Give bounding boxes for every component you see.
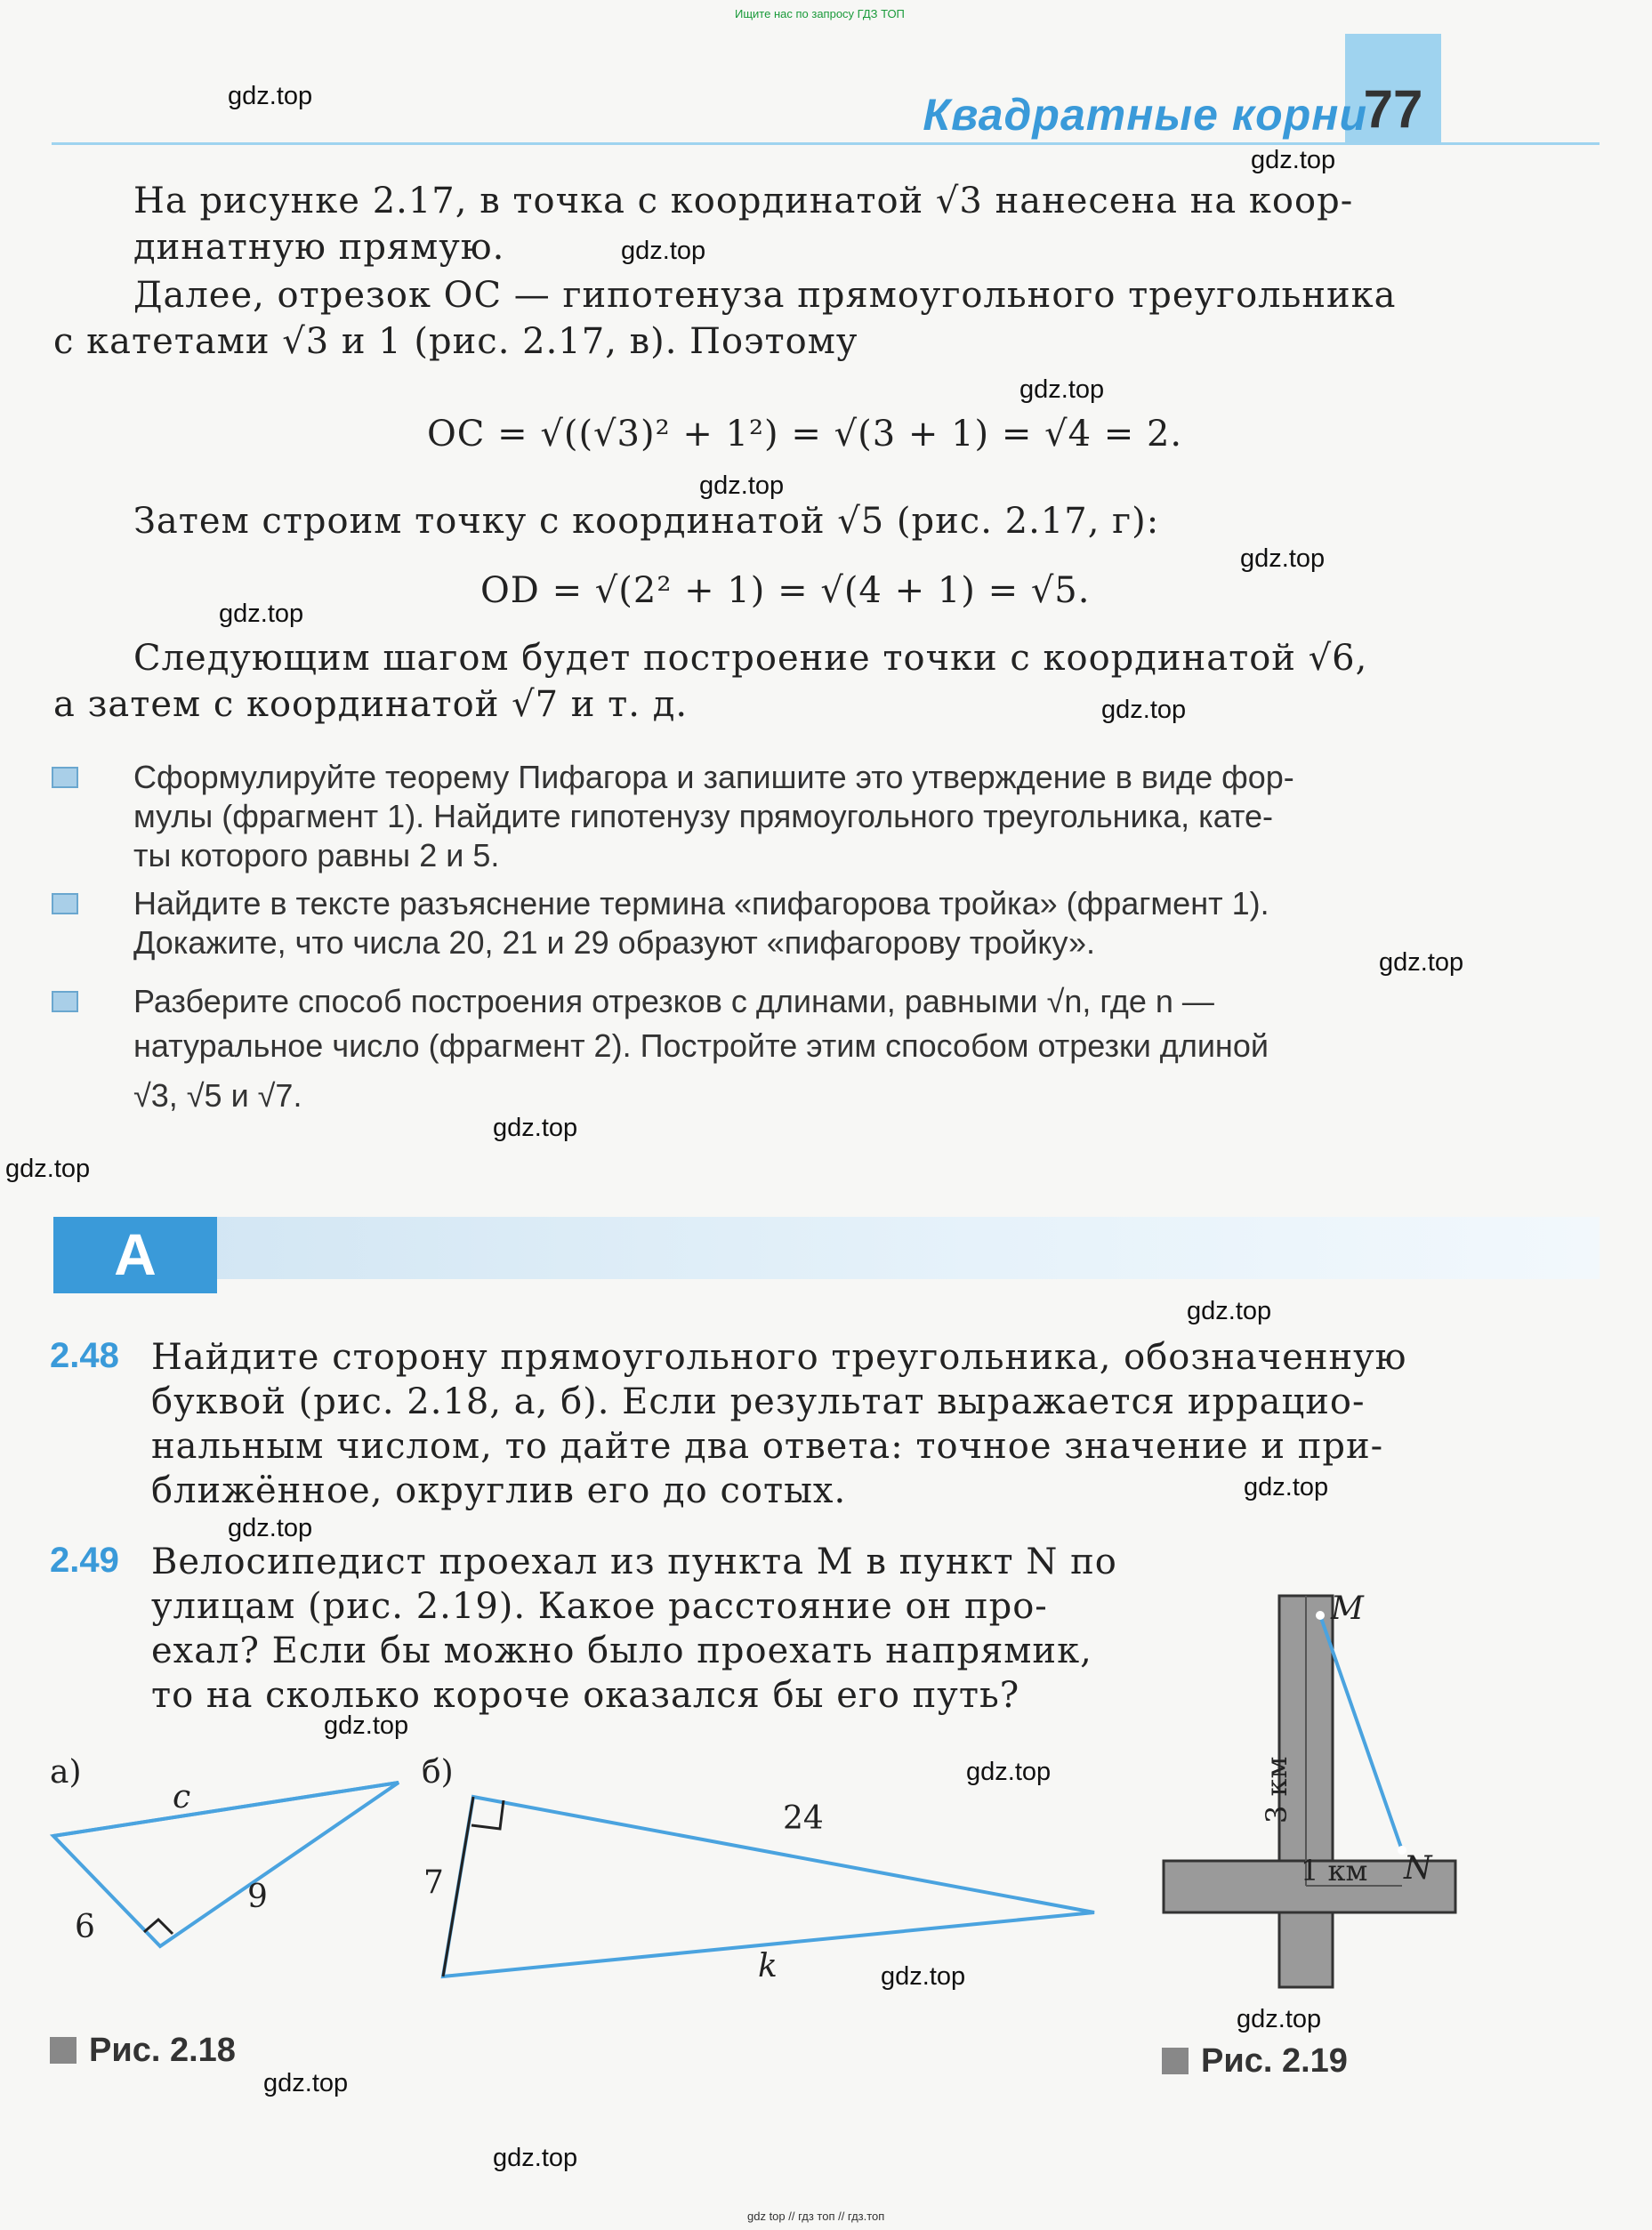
side-c-label: c (173, 1779, 191, 1815)
header-rule (52, 142, 1600, 145)
question-1-line-3: ты которого равны 2 и 5. (133, 837, 500, 873)
watermark: gdz.top (493, 2144, 578, 2172)
intro-line-7: а затем с координатой √7 и т. д. (53, 684, 689, 725)
point-m (1316, 1611, 1325, 1620)
watermark: gdz.top (1019, 375, 1105, 404)
side-7-label: 7 (423, 1864, 444, 1901)
watermark: gdz.top (1187, 1297, 1272, 1325)
task-2-49-line-2: улицам (рис. 2.19). Какое расстояние он про- (151, 1586, 1048, 1627)
figure-2-19 (1156, 1583, 1477, 2010)
section-letter: А (114, 1221, 157, 1287)
formula-od: OD = √(2² + 1) = √(4 + 1) = √5. (480, 570, 1091, 611)
question-3-line-2: натуральное число (фрагмент 2). Постройте этим способом отрезки длиной (133, 1027, 1269, 1064)
watermark: gdz.top (1379, 948, 1464, 977)
intro-line-1: На рисунке 2.17, в точка с координатой √3 нанесена на коор- (133, 181, 1354, 221)
watermark: gdz.top (621, 237, 706, 265)
side-6-label: 6 (75, 1909, 95, 1945)
figure-2-19-caption: Рис. 2.19 (1201, 2042, 1348, 2080)
intro-line-2: динатную прямую. (133, 227, 505, 268)
intro-line-6: Следующим шагом будет построение точки с координатой √6, (133, 638, 1368, 679)
top-watermark: Ищите нас по запросу ГДЗ ТОП (735, 7, 905, 20)
intro-line-5: Затем строим точку с координатой √5 (рис. 2.17, г): (133, 501, 1160, 542)
side-24-label: 24 (783, 1800, 824, 1837)
question-3-line-1: Разберите способ построения отрезков с длинами, равными √n, где n — (133, 983, 1214, 1019)
question-2-line-2: Докажите, что числа 20, 21 и 29 образуют «пифагорову тройку». (133, 924, 1095, 961)
caption-square-icon (50, 2037, 77, 2064)
watermark: gdz.top (1251, 146, 1336, 174)
question-1-line-2: мулы (фрагмент 1). Найдите гипотенузу прямоугольного треугольника, кате- (133, 798, 1274, 834)
formula-oc: OC = √((√3)² + 1²) = √(3 + 1) = √4 = 2. (427, 414, 1183, 455)
watermark: gdz.top (493, 1114, 578, 1142)
label-1km: 1 км (1301, 1854, 1368, 1888)
watermark: gdz.top (1244, 1473, 1329, 1501)
bottom-watermark: gdz top // гдз топ // гдз.топ (747, 2210, 885, 2223)
section-bar (53, 1217, 1600, 1279)
question-3-line-3: √3, √5 и √7. (133, 1077, 302, 1114)
task-2-48-line-4: ближённое, округлив его до сотых. (151, 1470, 847, 1511)
question-2-line-1: Найдите в тексте разъяснение термина «пифагорова тройка» (фрагмент 1). (133, 885, 1269, 922)
task-2-49-line-4: то на сколько короче оказался бы его путь? (151, 1675, 1020, 1716)
question-bullet-icon (52, 991, 78, 1012)
watermark: gdz.top (228, 82, 313, 110)
question-bullet-icon (52, 767, 78, 788)
watermark: gdz.top (1240, 544, 1326, 573)
side-9-label: 9 (247, 1879, 268, 1915)
task-number: 2.48 (50, 1336, 119, 1375)
watermark: gdz.top (966, 1758, 1052, 1786)
task-2-48-line-3: нальным числом, то дайте два ответа: точное значение и при- (151, 1426, 1384, 1467)
label-3km: 3 км (1260, 1756, 1293, 1823)
watermark: gdz.top (228, 1514, 313, 1542)
figure-2-18-caption: Рис. 2.18 (89, 2032, 236, 2069)
side-k-label: k (758, 1948, 778, 1984)
label-m: M (1331, 1590, 1364, 1627)
task-2-49-line-3: ехал? Если бы можно было проехать напрямик, (151, 1630, 1092, 1671)
task-2-48-line-1: Найдите сторону прямоугольного треугольника, обозначенную (151, 1337, 1407, 1378)
triangle-a (53, 1783, 399, 1946)
watermark: gdz.top (1237, 2005, 1322, 2033)
watermark: gdz.top (324, 1711, 409, 1740)
page-number: 77 (1363, 79, 1423, 139)
watermark: gdz.top (263, 2069, 349, 2097)
label-n: N (1404, 1850, 1432, 1887)
caption-square-icon (1162, 2048, 1189, 2074)
fig-b-label: б) (422, 1754, 454, 1791)
page-title: Квадратные корни (923, 90, 1367, 140)
right-angle-b (471, 1800, 504, 1829)
task-2-48-line-2: буквой (рис. 2.18, а, б). Если результат выражается иррацио- (151, 1381, 1366, 1422)
intro-line-3: Далее, отрезок OC — гипотенуза прямоугольного треугольника (133, 275, 1397, 316)
watermark: gdz.top (1101, 696, 1187, 724)
task-2-49-line-1: Велосипедист проехал из пункта M в пункт N по (151, 1542, 1117, 1582)
intro-line-4: с катетами √3 и 1 (рис. 2.17, в). Поэтому (53, 321, 858, 362)
watermark: gdz.top (219, 600, 304, 628)
fig-a-label: а) (50, 1754, 82, 1791)
watermark: gdz.top (881, 1962, 966, 1991)
question-bullet-icon (52, 893, 78, 914)
task-number: 2.49 (50, 1541, 119, 1580)
question-1-line-1: Сформулируйте теорему Пифагора и запишите это утверждение в виде фор- (133, 759, 1294, 795)
watermark: gdz.top (5, 1155, 91, 1183)
watermark: gdz.top (699, 471, 785, 500)
